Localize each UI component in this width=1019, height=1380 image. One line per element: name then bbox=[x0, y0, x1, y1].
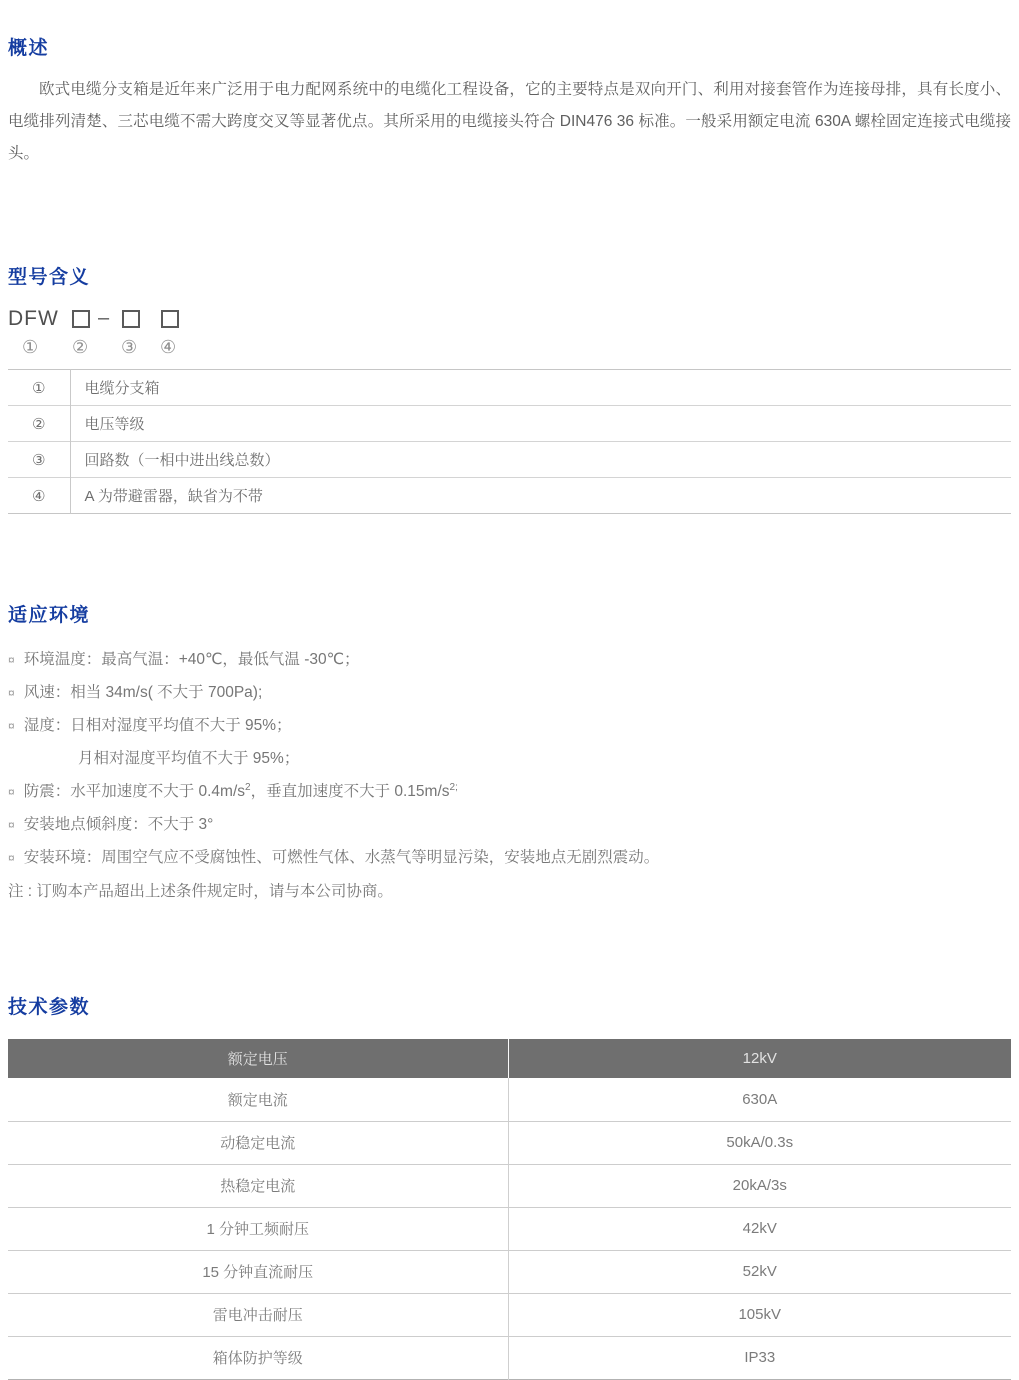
table-row bbox=[8, 1293, 1011, 1336]
model-row-num: ① bbox=[8, 370, 70, 406]
list-item bbox=[8, 643, 1011, 676]
table-row bbox=[8, 478, 1011, 514]
spec-header-row bbox=[8, 1039, 1011, 1078]
table-row bbox=[8, 406, 1011, 442]
spec-header-label: 额定电压 bbox=[8, 1039, 508, 1078]
model-heading: 型号含义 bbox=[8, 267, 91, 288]
bullet-icon: ¤ bbox=[8, 686, 15, 700]
spec-label: 雷电冲击耐压 bbox=[8, 1293, 508, 1336]
spec-value: 50kA/0.3s bbox=[508, 1121, 1011, 1164]
bullet-icon: ¤ bbox=[8, 851, 15, 865]
list-item bbox=[8, 676, 1011, 709]
overview-paragraph: 欧式电缆分支箱是近年来广泛用于电力配网系统中的电缆化工程设备，它的主要特点是双向开门、利用对接套管作为连接母排，具有长度小、电缆排列清楚、三芯电缆不需大跨度交叉等显著优点。其所采用的电缆接头符合 DIN476 36 标准。一般采用额定电流 630A 螺栓固定连接式电缆接头。 bbox=[8, 81, 1011, 162]
model-circle-3: ③ bbox=[121, 337, 138, 357]
table-row bbox=[8, 1121, 1011, 1164]
env-item-text: 湿度：日相对湿度平均值不大于 95%； bbox=[23, 717, 292, 734]
spec-label: 箱体防护等级 bbox=[8, 1336, 508, 1379]
spec-label: 1 分钟工频耐压 bbox=[8, 1207, 508, 1250]
list-item bbox=[8, 841, 1011, 874]
bullet-icon: ¤ bbox=[8, 653, 15, 667]
table-row bbox=[8, 1164, 1011, 1207]
list-item bbox=[8, 775, 1011, 808]
bullet-icon: ¤ bbox=[8, 785, 15, 799]
spec-value: 630A bbox=[508, 1078, 1011, 1121]
model-circle-4: ④ bbox=[160, 337, 177, 357]
model-circle-1: ① bbox=[22, 337, 39, 357]
list-item-continuation bbox=[8, 742, 1011, 775]
spec-value: 105kV bbox=[508, 1293, 1011, 1336]
bullet-icon: ¤ bbox=[8, 719, 15, 733]
spec-value: 20kA/3s bbox=[508, 1164, 1011, 1207]
model-dash: – bbox=[98, 307, 110, 329]
model-row-desc: 回路数（一相中进出线总数） bbox=[84, 452, 280, 469]
env-item-text: 安装地点倾斜度：不大于 3° bbox=[23, 816, 214, 833]
spec-label: 15 分钟直流耐压 bbox=[8, 1250, 508, 1293]
table-row bbox=[8, 370, 1011, 406]
spec-value: 52kV bbox=[508, 1250, 1011, 1293]
model-circle-2: ② bbox=[72, 337, 89, 357]
model-placeholder-box-2 bbox=[122, 310, 140, 328]
model-row-desc: 电缆分支箱 bbox=[84, 380, 160, 397]
model-prefix: DFW bbox=[8, 307, 59, 330]
environment-note: 注 : 订购本产品超出上述条件规定时，请与本公司协商。 bbox=[8, 883, 393, 900]
model-placeholder-box-3 bbox=[161, 310, 179, 328]
model-code-diagram bbox=[8, 307, 1011, 365]
spec-value: IP33 bbox=[744, 1349, 776, 1366]
technical-parameters-table bbox=[8, 1039, 1011, 1380]
table-row bbox=[8, 1250, 1011, 1293]
env-shock-mid: ，垂直加速度不大于 0.15m/s bbox=[250, 783, 450, 800]
environment-list bbox=[8, 643, 1011, 908]
table-row bbox=[8, 1207, 1011, 1250]
env-item-text: 安装环境：周围空气应不受腐蚀性、可燃性气体、水蒸气等明显污染，安装地点无剧烈震动。 bbox=[23, 849, 660, 866]
env-item-text: 月相对湿度平均值不大于 95%； bbox=[78, 750, 300, 767]
spec-label: 动稳定电流 bbox=[8, 1121, 508, 1164]
environment-heading: 适应环境 bbox=[8, 605, 91, 626]
env-item-text: 风速：相当 34m/s( 不大于 700Pa); bbox=[23, 684, 263, 701]
model-meaning-table bbox=[8, 369, 1011, 514]
model-row-desc: A 为带避雷器，缺省为不带 bbox=[84, 488, 263, 505]
env-shock-sup2: 2; bbox=[449, 781, 458, 793]
env-shock-pre: 防震：水平加速度不大于 0.4m/s bbox=[23, 783, 246, 800]
model-row-num: ④ bbox=[8, 478, 70, 514]
spec-value: 42kV bbox=[508, 1207, 1011, 1250]
spec-label: 热稳定电流 bbox=[8, 1164, 508, 1207]
list-item bbox=[8, 808, 1011, 841]
model-row-num: ② bbox=[8, 406, 70, 442]
model-row-num: ③ bbox=[8, 442, 70, 478]
env-item-text: 环境温度：最高气温：+40℃，最低气温 -30℃； bbox=[23, 651, 360, 668]
table-row bbox=[8, 442, 1011, 478]
model-placeholder-box-1 bbox=[72, 310, 90, 328]
table-row bbox=[8, 1336, 1011, 1379]
env-shock-sup1: 2 bbox=[245, 781, 251, 793]
specs-heading: 技术参数 bbox=[8, 997, 91, 1018]
spec-header-value: 12kV bbox=[508, 1039, 1011, 1078]
spec-label: 额定电流 bbox=[8, 1078, 508, 1121]
table-row bbox=[8, 1078, 1011, 1121]
bullet-icon: ¤ bbox=[8, 818, 15, 832]
model-row-desc: 电压等级 bbox=[84, 416, 145, 433]
list-item bbox=[8, 709, 1011, 742]
overview-heading: 概述 bbox=[8, 38, 50, 59]
